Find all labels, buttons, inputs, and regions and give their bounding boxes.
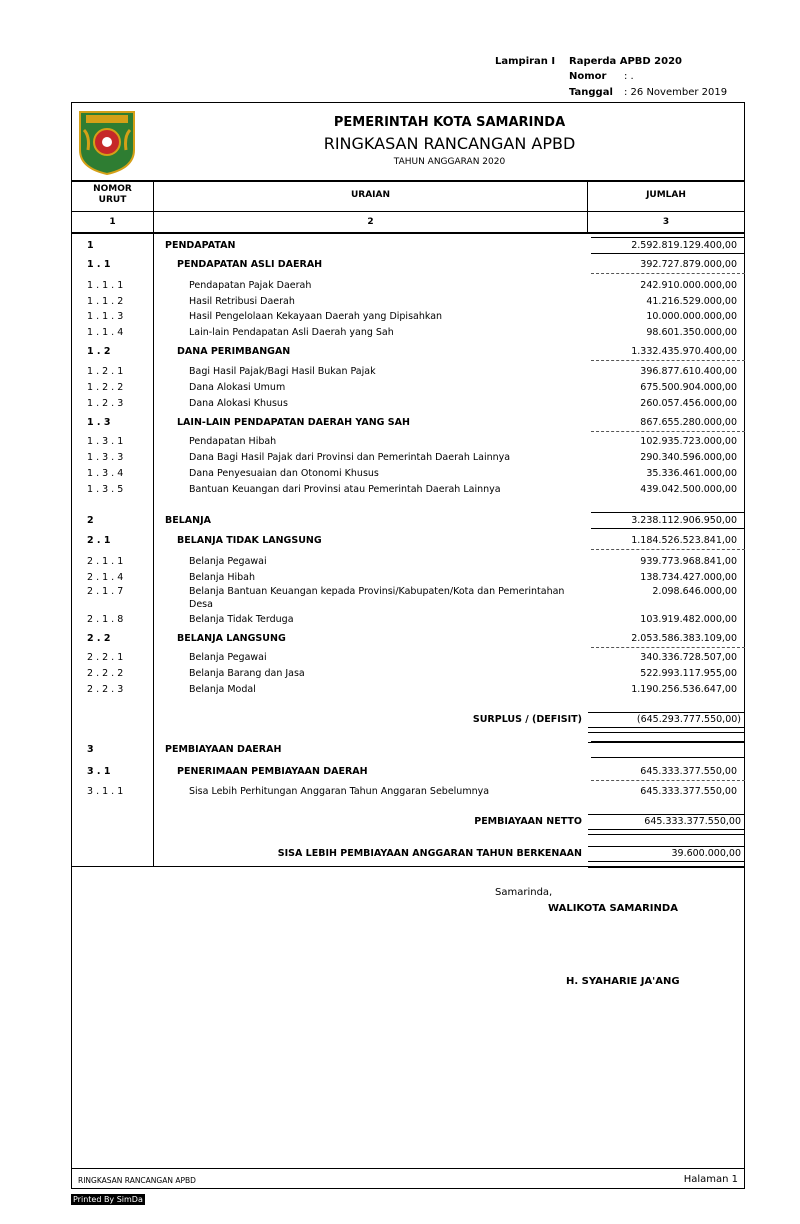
- table-row: [71, 668, 745, 683]
- table-row: [71, 684, 745, 699]
- table-row: [71, 633, 745, 648]
- printed-by-label: Printed By SimDa: [73, 1195, 143, 1204]
- row-description: Belanja Hibah: [189, 572, 255, 583]
- signature-title: WALIKOTA SAMARINDA: [548, 903, 678, 914]
- table-row: [71, 280, 745, 295]
- table-row: [71, 652, 745, 667]
- city-emblem-icon: [76, 106, 138, 176]
- row-description-cont: Desa: [189, 599, 213, 610]
- total-line: [591, 237, 745, 238]
- row-amount: 675.500.904.000,00: [640, 382, 737, 393]
- table-row: [71, 572, 745, 587]
- row-number: 1 . 1 . 4: [87, 327, 124, 338]
- table-row: [71, 484, 745, 499]
- header-line1: PEMERINTAH KOTA SAMARINDA: [333, 115, 566, 130]
- row-description: Dana Alokasi Khusus: [189, 398, 288, 409]
- row-number: 1 . 3 . 1: [87, 436, 124, 447]
- header-year: TAHUN ANGGARAN 2020: [393, 157, 506, 167]
- row-number: 2 . 1 . 4: [87, 572, 124, 583]
- table-row: [71, 417, 745, 432]
- row-amount: 645.333.377.550,00: [640, 786, 737, 797]
- table-top-border: [71, 180, 745, 182]
- row-amount: 98.601.350.000,00: [646, 327, 737, 338]
- page-number: Halaman 1: [683, 1174, 738, 1185]
- table-row: [71, 786, 745, 801]
- row-description: LAIN-LAIN PENDAPATAN DAERAH YANG SAH: [177, 417, 410, 428]
- row-description: DANA PERIMBANGAN: [177, 346, 291, 357]
- row-description: PEMBIAYAAN DAERAH: [165, 744, 282, 755]
- table-row: [71, 398, 745, 413]
- table-row: [71, 346, 745, 361]
- lampiran-doc: Raperda APBD 2020: [569, 56, 683, 67]
- row-number: 2 . 1 . 1: [87, 556, 124, 567]
- row-number: 2 . 1 . 7: [87, 586, 124, 597]
- col-number-3: 3: [662, 217, 670, 227]
- row-number: 1 . 3 . 5: [87, 484, 124, 495]
- row-number: 1 . 2 . 1: [87, 366, 124, 377]
- row-amount: 41.216.529.000,00: [646, 296, 737, 307]
- row-description: Belanja Pegawai: [189, 652, 267, 663]
- row-amount: 439.042.500.000,00: [640, 484, 737, 495]
- row-description: PENDAPATAN: [165, 240, 236, 251]
- table-row: [71, 556, 745, 571]
- silpa-amount: 39.600.000,00: [671, 848, 741, 859]
- row-number: 2: [87, 515, 94, 526]
- row-amount: 340.336.728.507,00: [640, 652, 737, 663]
- row-amount: 3.238.112.906.950,00: [631, 515, 737, 526]
- row-number: 1 . 2 . 2: [87, 382, 124, 393]
- signature-place: Samarinda,: [495, 887, 553, 898]
- row-number: 3 . 1 . 1: [87, 786, 124, 797]
- row-number: 1 . 1 . 1: [87, 280, 124, 291]
- row-description: BELANJA TIDAK LANGSUNG: [177, 535, 322, 546]
- row-amount: 645.333.377.550,00: [640, 766, 737, 777]
- total-line: [591, 757, 745, 758]
- table-row: [71, 452, 745, 467]
- row-amount: 2.592.819.129.400,00: [631, 240, 737, 251]
- header-bottom-border: [71, 232, 745, 234]
- col-header-nomor: NOMOR URUT: [93, 184, 132, 205]
- row-amount: 35.336.461.000,00: [646, 468, 737, 479]
- row-description: Bantuan Keuangan dari Provinsi atau Pemerintah Daerah Lainnya: [189, 484, 501, 495]
- row-amount: 396.877.610.400,00: [640, 366, 737, 377]
- total-line: [591, 528, 745, 529]
- row-description: Bagi Hasil Pajak/Bagi Hasil Bukan Pajak: [189, 366, 376, 377]
- table-row: [71, 240, 745, 255]
- signature-name: H. SYAHARIE JA'ANG: [566, 976, 680, 987]
- row-number: 3: [87, 744, 94, 755]
- tanggal-value: : 26 November 2019: [624, 87, 728, 98]
- row-amount: 2.098.646.000,00: [652, 586, 737, 597]
- row-amount: 1.332.435.970.400,00: [631, 346, 737, 357]
- row-description: Belanja Modal: [189, 684, 256, 695]
- table-row: [71, 296, 745, 311]
- row-description: Dana Alokasi Umum: [189, 382, 286, 393]
- row-amount: 1.184.526.523.841,00: [631, 535, 737, 546]
- row-description: Dana Bagi Hasil Pajak dari Provinsi dan Pemerintah Daerah Lainnya: [189, 452, 511, 463]
- lampiran-label: Lampiran I: [495, 56, 556, 67]
- col-number-1: 1: [109, 217, 116, 227]
- subtotal-line: [591, 780, 745, 781]
- table-row: [71, 366, 745, 381]
- row-amount: 392.727.879.000,00: [640, 259, 737, 270]
- total-line: [591, 512, 745, 513]
- netto-amount: 645.333.377.550,00: [644, 816, 741, 827]
- silpa-double-line: [588, 866, 745, 868]
- tanggal-label: Tanggal: [569, 87, 613, 98]
- silpa-label: SISA LEBIH PEMBIAYAAN ANGGARAN TAHUN BERKENAAN: [277, 848, 582, 859]
- row-amount: 1.190.256.536.647,00: [631, 684, 737, 695]
- row-amount: 939.773.968.841,00: [640, 556, 737, 567]
- col-number-2: 2: [367, 217, 374, 227]
- row-number: 2 . 1: [87, 535, 111, 546]
- row-amount: 290.340.596.000,00: [640, 452, 737, 463]
- netto-label: PEMBIAYAAN NETTO: [474, 816, 582, 827]
- table-row: [71, 586, 745, 610]
- row-number: 2 . 2: [87, 633, 111, 644]
- row-amount: 102.935.723.000,00: [640, 436, 737, 447]
- footer-doc-title: RINGKASAN RANCANGAN APBD: [78, 1176, 196, 1185]
- row-description: Hasil Pengelolaan Kekayaan Daerah yang Dipisahkan: [189, 311, 443, 322]
- row-description: BELANJA: [165, 515, 211, 526]
- row-number: 2 . 1 . 8: [87, 614, 124, 625]
- row-number: 1 . 3: [87, 417, 111, 428]
- table-row: [71, 436, 745, 451]
- row-number: 2 . 2 . 1: [87, 652, 124, 663]
- row-description: Lain-lain Pendapatan Asli Daerah yang Sah: [189, 327, 394, 338]
- row-amount: 260.057.456.000,00: [640, 398, 737, 409]
- netto-double-line: [588, 834, 745, 835]
- row-description: Pendapatan Hibah: [189, 436, 277, 447]
- table-row: [71, 744, 745, 759]
- row-number: 1 . 3 . 3: [87, 452, 124, 463]
- row-number: 1 . 1: [87, 259, 111, 270]
- table-row: [71, 766, 745, 781]
- row-amount: 242.910.000.000,00: [640, 280, 737, 291]
- subtotal-line: [591, 273, 745, 274]
- surplus-amount: (645.293.777.550,00): [636, 714, 741, 725]
- row-description: Belanja Pegawai: [189, 556, 267, 567]
- row-amount: 103.919.482.000,00: [640, 614, 737, 625]
- row-number: 1 . 2 . 3: [87, 398, 124, 409]
- table-row: [71, 468, 745, 483]
- subtotal-line: [591, 549, 745, 550]
- page-title: RINGKASAN RANCANGAN APBD: [323, 134, 576, 153]
- row-description: Belanja Bantuan Keuangan kepada Provinsi/Kabupaten/Kota dan Pemerintahan: [189, 586, 565, 597]
- row-amount: 10.000.000.000,00: [646, 311, 737, 322]
- nomor-value: : .: [624, 71, 634, 82]
- col-header-jumlah: JUMLAH: [646, 190, 686, 200]
- surplus-label: SURPLUS / (DEFISIT): [472, 714, 582, 725]
- row-description: Hasil Retribusi Daerah: [189, 296, 295, 307]
- table-row: [71, 311, 745, 326]
- table-row: [71, 327, 745, 342]
- nomor-label: Nomor: [569, 71, 607, 82]
- subtotal-line: [591, 647, 745, 648]
- col-header-uraian: URAIAN: [350, 190, 391, 200]
- row-description: Sisa Lebih Perhitungan Anggaran Tahun Anggaran Sebelumnya: [189, 786, 490, 797]
- surplus-double-line: [588, 732, 745, 733]
- subtotal-line: [591, 360, 745, 361]
- row-amount: 2.053.586.383.109,00: [631, 633, 737, 644]
- row-amount: 522.993.117.955,00: [640, 668, 737, 679]
- table-row: [71, 382, 745, 397]
- table-row: [71, 515, 745, 530]
- table-row: [71, 535, 745, 550]
- row-number: 2 . 2 . 2: [87, 668, 124, 679]
- row-number: 1 . 2: [87, 346, 111, 357]
- row-description: PENERIMAAN PEMBIAYAAN DAERAH: [177, 766, 368, 777]
- subtotal-line: [591, 431, 745, 432]
- row-number: 1: [87, 240, 94, 251]
- row-description: Belanja Tidak Terduga: [189, 614, 294, 625]
- row-number: 1 . 1 . 3: [87, 311, 124, 322]
- header-divider: [71, 211, 745, 212]
- footer-divider: [71, 1168, 745, 1169]
- row-description: Pendapatan Pajak Daerah: [189, 280, 312, 291]
- row-number: 1 . 1 . 2: [87, 296, 124, 307]
- table-row: [71, 259, 745, 274]
- pembiayaan-line: [588, 742, 745, 743]
- row-amount: 138.734.427.000,00: [640, 572, 737, 583]
- row-description: BELANJA LANGSUNG: [177, 633, 286, 644]
- row-description: PENDAPATAN ASLI DAERAH: [177, 259, 323, 270]
- row-description: Dana Penyesuaian dan Otonomi Khusus: [189, 468, 379, 479]
- row-number: 1 . 3 . 4: [87, 468, 124, 479]
- table-row: [71, 614, 745, 629]
- row-number: 2 . 2 . 3: [87, 684, 124, 695]
- row-amount: 867.655.280.000,00: [640, 417, 737, 428]
- row-description: Belanja Barang dan Jasa: [189, 668, 305, 679]
- total-line: [591, 253, 745, 254]
- row-number: 3 . 1: [87, 766, 111, 777]
